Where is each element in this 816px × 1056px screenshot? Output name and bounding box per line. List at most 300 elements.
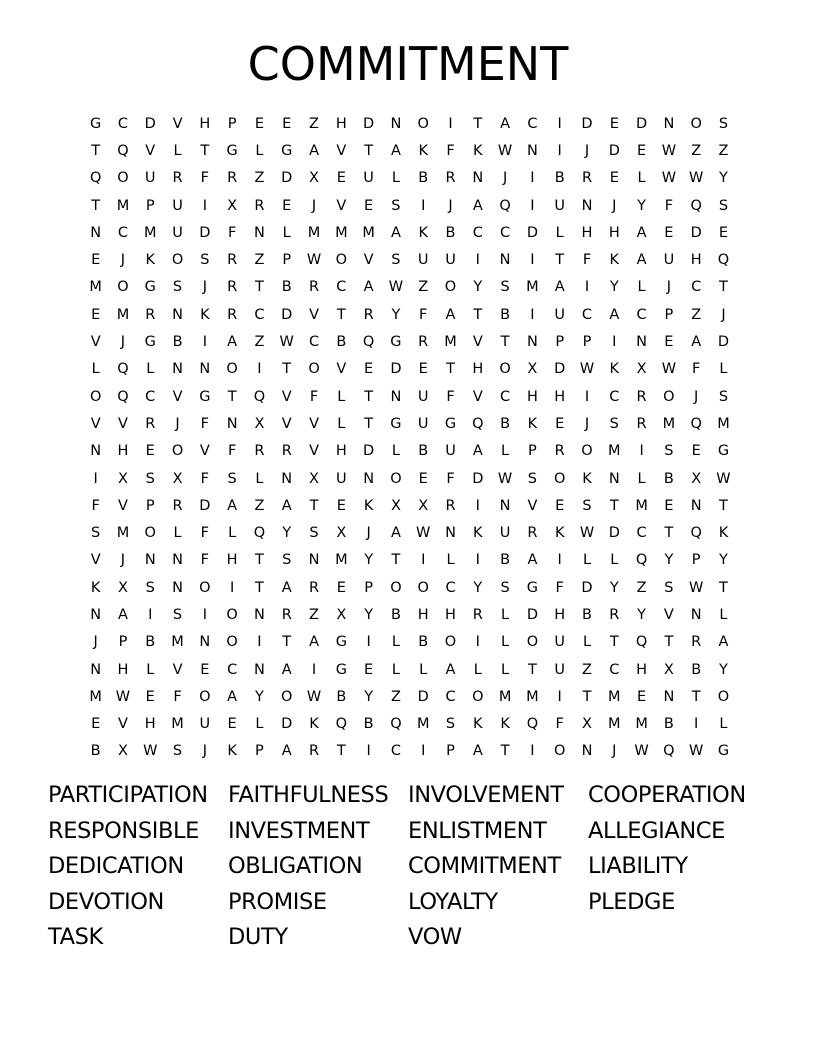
grid-letter: X (663, 661, 674, 678)
grid-letter: B (663, 716, 674, 733)
grid-letter: G (526, 579, 539, 596)
grid-letter: N (581, 743, 593, 760)
word-list-item: DEVOTION (48, 888, 164, 915)
grid-letter: W (279, 334, 294, 351)
grid-letter: J (120, 552, 126, 569)
grid-letter: V (117, 415, 128, 432)
grid-letter: T (691, 688, 701, 705)
grid-letter: S (582, 497, 592, 514)
grid-letter: F (446, 388, 455, 405)
grid-letter: B (663, 470, 674, 487)
grid-letter: F (692, 361, 701, 378)
grid-letter: P (691, 552, 701, 569)
grid-letter: J (694, 388, 699, 405)
grid-letter: L (391, 443, 400, 460)
grid-letter: W (716, 470, 731, 487)
grid-letter: I (229, 579, 235, 596)
grid-letter: H (554, 606, 566, 623)
grid-letter: T (500, 334, 510, 351)
grid-letter: X (418, 497, 429, 514)
grid-letter: D (608, 142, 620, 159)
grid-letter: B (336, 334, 347, 351)
grid-row (82, 356, 737, 383)
grid-letter: L (555, 224, 564, 241)
grid-letter: C (527, 115, 538, 132)
grid-letter: V (117, 716, 128, 733)
grid-letter: P (145, 197, 155, 214)
grid-letter: K (609, 361, 620, 378)
grid-letter: X (390, 497, 401, 514)
grid-letter: V (90, 415, 101, 432)
grid-row (82, 711, 737, 738)
grid-letter: K (473, 716, 483, 733)
grid-letter: B (90, 743, 101, 760)
grid-letter: I (639, 443, 644, 460)
grid-letter: O (499, 361, 511, 378)
grid-letter: R (363, 306, 374, 323)
grid-letter: A (691, 334, 702, 351)
grid-letter: G (390, 334, 402, 351)
letter-grid (82, 110, 737, 765)
grid-letter: I (366, 743, 371, 760)
grid-letter: Z (691, 142, 702, 159)
word-list (48, 778, 768, 956)
grid-letter: M (416, 716, 430, 733)
grid-letter: A (309, 142, 319, 159)
grid-letter: T (227, 388, 237, 405)
grid-letter: G (717, 743, 730, 760)
grid-letter: L (637, 170, 646, 187)
grid-letter: R (254, 197, 265, 214)
grid-letter: C (308, 334, 320, 351)
grid-letter: O (199, 579, 211, 596)
grid-letter: G (144, 279, 156, 296)
word-list-item: PROMISE (228, 888, 327, 915)
grid-letter: Q (117, 388, 129, 405)
grid-letter: E (254, 115, 265, 132)
grid-row (82, 246, 737, 273)
grid-letter: E (91, 252, 101, 269)
grid-letter: X (336, 606, 347, 623)
grid-letter: P (364, 579, 373, 596)
grid-letter: Q (499, 197, 511, 214)
grid-letter: O (417, 115, 429, 132)
grid-letter: B (172, 334, 183, 351)
grid-letter: U (554, 197, 565, 214)
grid-letter: T (719, 579, 728, 596)
grid-letter: M (662, 415, 676, 432)
grid-letter: S (500, 279, 510, 296)
grid-letter: K (227, 743, 237, 760)
grid-letter: L (719, 716, 728, 733)
grid-letter: U (336, 470, 347, 487)
grid-letter: J (502, 170, 508, 187)
grid-letter: C (145, 388, 156, 405)
grid-letter: B (336, 688, 347, 705)
grid-letter: A (445, 661, 456, 678)
grid-letter: W (661, 142, 677, 159)
grid-letter: F (582, 252, 592, 269)
grid-letter: U (445, 252, 456, 269)
grid-letter: O (144, 525, 156, 542)
grid-letter: Z (254, 252, 265, 269)
grid-letter: I (584, 279, 590, 296)
grid-letter: B (418, 443, 429, 460)
grid-letter: M (116, 306, 130, 323)
word-list-item: LIABILITY (588, 853, 688, 879)
grid-letter: D (717, 334, 730, 351)
grid-letter: E (145, 688, 155, 705)
grid-letter: D (690, 224, 702, 241)
grid-letter: L (282, 224, 291, 241)
grid-letter: L (419, 661, 428, 678)
grid-letter: N (663, 115, 675, 132)
grid-letter: L (391, 661, 400, 678)
grid-letter: A (472, 443, 483, 460)
grid-letter: D (281, 716, 293, 733)
grid-letter: P (282, 252, 292, 269)
grid-letter: V (309, 415, 319, 432)
grid-letter: O (444, 279, 457, 296)
grid-letter: S (172, 279, 183, 296)
grid-letter: T (582, 688, 592, 705)
word-list-item: PLEDGE (588, 888, 675, 915)
grid-letter: T (473, 306, 483, 323)
grid-letter: E (364, 361, 374, 378)
word-list-item: TASK (48, 924, 103, 950)
grid-letter: L (719, 361, 728, 378)
grid-letter: E (336, 497, 346, 514)
grid-letter: S (145, 470, 155, 487)
grid-letter: Y (609, 279, 619, 296)
grid-letter: G (390, 415, 402, 432)
grid-letter: K (473, 525, 483, 542)
grid-letter: T (500, 743, 510, 760)
grid-letter: P (145, 497, 155, 514)
grid-letter: I (93, 470, 98, 487)
grid-letter: R (227, 279, 238, 296)
grid-letter: G (281, 142, 293, 159)
grid-letter: O (553, 743, 566, 760)
grid-letter: R (308, 579, 320, 596)
grid-letter: J (202, 743, 207, 760)
grid-letter: Y (364, 688, 374, 705)
word-list-item: PARTICIPATION (48, 782, 208, 808)
word-list-item: INVESTMENT (228, 817, 370, 844)
grid-letter: F (200, 170, 209, 187)
grid-letter: N (144, 552, 156, 569)
grid-letter: A (281, 497, 292, 514)
grid-letter: M (116, 197, 130, 214)
grid-letter: A (309, 634, 319, 651)
grid-letter: A (390, 224, 401, 241)
grid-letter: Q (690, 525, 702, 542)
grid-letter: O (199, 688, 211, 705)
grid-letter: D (417, 688, 429, 705)
grid-letter: C (117, 224, 128, 241)
word-list-item: INVOLVEMENT (408, 782, 564, 808)
grid-letter: T (719, 279, 728, 296)
grid-letter: N (636, 334, 648, 351)
grid-letter: A (554, 279, 565, 296)
grid-letter: D (581, 579, 593, 596)
grid-row (82, 438, 737, 465)
grid-letter: Z (254, 497, 265, 514)
grid-row (82, 328, 737, 355)
grid-letter: O (663, 388, 675, 405)
grid-letter: E (282, 115, 292, 132)
grid-letter: T (664, 525, 674, 542)
puzzle-title: COMMITMENT (247, 37, 569, 91)
grid-letter: L (255, 142, 264, 159)
grid-letter: A (281, 661, 292, 678)
grid-letter: Q (717, 252, 730, 269)
grid-letter: C (472, 224, 483, 241)
grid-letter: A (527, 552, 538, 569)
grid-row (82, 683, 737, 710)
grid-letter: J (612, 743, 617, 760)
grid-letter: E (145, 443, 155, 460)
grid-letter: R (445, 170, 456, 187)
grid-letter: D (199, 224, 211, 241)
grid-letter: E (418, 470, 428, 487)
grid-letter: P (582, 334, 592, 351)
grid-letter: L (637, 279, 646, 296)
grid-letter: N (254, 606, 265, 623)
grid-letter: G (335, 661, 347, 678)
grid-letter: Q (362, 334, 375, 351)
grid-letter: O (472, 688, 484, 705)
word-list-item: LOYALTY (408, 888, 498, 915)
grid-letter: Q (690, 197, 702, 214)
grid-letter: D (636, 115, 648, 132)
grid-letter: U (199, 716, 211, 733)
grid-letter: I (202, 197, 207, 214)
grid-letter: A (281, 743, 292, 760)
word-list-item: ENLISTMENT (408, 817, 547, 844)
grid-letter: T (364, 142, 374, 159)
grid-letter: L (473, 661, 482, 678)
grid-letter: A (227, 334, 238, 351)
grid-letter: D (554, 361, 566, 378)
grid-letter: U (554, 634, 565, 651)
grid-letter: W (579, 525, 595, 542)
grid-letter: O (226, 361, 238, 378)
grid-letter: L (501, 443, 510, 460)
grid-letter: C (445, 688, 456, 705)
grid-letter: S (609, 415, 619, 432)
grid-letter: Y (255, 688, 264, 705)
grid-letter: R (227, 170, 238, 187)
grid-letter: G (335, 634, 347, 651)
grid-letter: T (336, 306, 346, 323)
grid-letter: G (226, 142, 238, 159)
grid-row (82, 219, 737, 246)
grid-letter: L (501, 661, 510, 678)
grid-letter: S (718, 115, 729, 132)
grid-letter: V (117, 497, 128, 514)
grid-letter: K (527, 415, 538, 432)
grid-letter: I (530, 197, 535, 214)
grid-letter: Z (582, 661, 592, 678)
grid-letter: T (336, 743, 346, 760)
grid-letter: W (388, 279, 404, 296)
grid-row (82, 274, 737, 301)
grid-letter: I (557, 688, 562, 705)
grid-letter: C (581, 306, 593, 323)
grid-letter: B (390, 606, 401, 623)
grid-letter: D (526, 224, 538, 241)
grid-letter: C (445, 579, 456, 596)
grid-letter: V (363, 252, 374, 269)
grid-letter: X (309, 470, 319, 487)
grid-letter: M (89, 688, 102, 705)
grid-letter: S (391, 252, 401, 269)
grid-letter: L (337, 415, 346, 432)
grid-letter: A (281, 579, 292, 596)
grid-letter: N (308, 552, 320, 569)
grid-letter: O (444, 634, 457, 651)
grid-letter: L (91, 361, 100, 378)
grid-letter: U (363, 170, 374, 187)
grid-letter: Z (309, 115, 319, 132)
grid-letter: O (226, 634, 238, 651)
grid-letter: C (336, 279, 347, 296)
grid-letter: Y (664, 552, 674, 569)
grid-letter: U (172, 197, 183, 214)
grid-letter: B (500, 552, 511, 569)
grid-letter: N (199, 361, 211, 378)
grid-row (82, 410, 737, 437)
grid-letter: H (636, 661, 648, 678)
grid-letter: N (390, 388, 402, 405)
word-list-item: FAITHFULNESS (228, 782, 389, 808)
grid-letter: K (418, 142, 428, 159)
grid-letter: R (227, 306, 238, 323)
grid-letter: T (282, 361, 292, 378)
grid-letter: Z (718, 142, 729, 159)
grid-letter: I (475, 634, 480, 651)
grid-letter: N (472, 170, 484, 187)
grid-letter: E (718, 224, 729, 241)
grid-letter: R (308, 743, 320, 760)
grid-letter: T (364, 415, 374, 432)
word-list-item: VOW (408, 924, 462, 950)
grid-letter: S (718, 197, 729, 214)
grid-letter: U (172, 224, 183, 241)
grid-letter: N (172, 579, 183, 596)
grid-letter: N (690, 606, 702, 623)
grid-letter: V (172, 661, 183, 678)
grid-letter: D (281, 170, 293, 187)
grid-letter: Y (719, 552, 728, 569)
grid-letter: V (309, 443, 319, 460)
grid-letter: V (199, 443, 210, 460)
grid-letter: U (417, 415, 429, 432)
word-list-item: DEDICATION (48, 853, 184, 879)
grid-letter: I (530, 252, 535, 269)
grid-letter: N (363, 470, 375, 487)
grid-letter: Q (117, 142, 129, 159)
grid-letter: K (609, 252, 620, 269)
grid-row (82, 601, 737, 628)
grid-letter: C (390, 743, 401, 760)
grid-letter: E (664, 497, 674, 514)
grid-letter: M (143, 224, 157, 241)
grid-letter: O (171, 443, 184, 460)
grid-letter: K (363, 497, 374, 514)
grid-letter: N (172, 552, 183, 569)
grid-letter: E (691, 443, 701, 460)
word-list-item: OBLIGATION (228, 853, 363, 879)
grid-letter: N (226, 415, 238, 432)
grid-letter: X (227, 197, 238, 214)
grid-letter: I (530, 170, 535, 187)
grid-letter: Y (391, 306, 401, 323)
grid-letter: T (609, 634, 619, 651)
grid-letter: Z (254, 334, 265, 351)
grid-letter: I (475, 552, 480, 569)
grid-letter: L (173, 142, 182, 159)
grid-row (82, 492, 737, 519)
grid-letter: J (584, 415, 590, 432)
grid-letter: F (173, 688, 182, 705)
grid-letter: I (421, 552, 426, 569)
grid-letter: J (311, 197, 317, 214)
grid-letter: H (554, 388, 566, 405)
grid-letter: D (608, 525, 620, 542)
grid-letter: E (664, 224, 674, 241)
grid-letter: T (555, 252, 565, 269)
grid-letter: E (364, 197, 374, 214)
grid-letter: C (609, 388, 620, 405)
grid-letter: N (608, 470, 620, 487)
grid-letter: N (526, 142, 538, 159)
grid-letter: C (609, 661, 620, 678)
grid-letter: S (227, 470, 237, 487)
grid-letter: J (666, 279, 672, 296)
grid-letter: U (417, 388, 429, 405)
grid-letter: V (472, 334, 483, 351)
grid-letter: E (227, 716, 237, 733)
grid-letter: N (90, 224, 102, 241)
grid-letter: L (637, 470, 646, 487)
grid-letter: R (691, 634, 702, 651)
grid-letter: X (117, 743, 128, 760)
word-list-item: DUTY (228, 924, 288, 950)
grid-letter: E (637, 688, 647, 705)
grid-letter: J (120, 334, 126, 351)
grid-letter: X (309, 170, 319, 187)
grid-letter: G (90, 115, 102, 132)
grid-letter: L (146, 661, 155, 678)
grid-letter: L (173, 525, 182, 542)
grid-row (82, 465, 737, 492)
grid-letter: M (635, 497, 648, 514)
grid-letter: T (446, 361, 455, 378)
grid-letter: T (719, 497, 728, 514)
grid-letter: M (717, 415, 730, 432)
grid-letter: J (175, 415, 180, 432)
grid-letter: S (200, 252, 210, 269)
grid-letter: P (255, 743, 264, 760)
grid-letter: T (527, 661, 537, 678)
grid-letter: E (418, 361, 428, 378)
grid-letter: L (446, 552, 455, 569)
grid-letter: B (554, 170, 565, 187)
grid-letter: I (421, 197, 426, 214)
grid-letter: W (306, 688, 322, 705)
